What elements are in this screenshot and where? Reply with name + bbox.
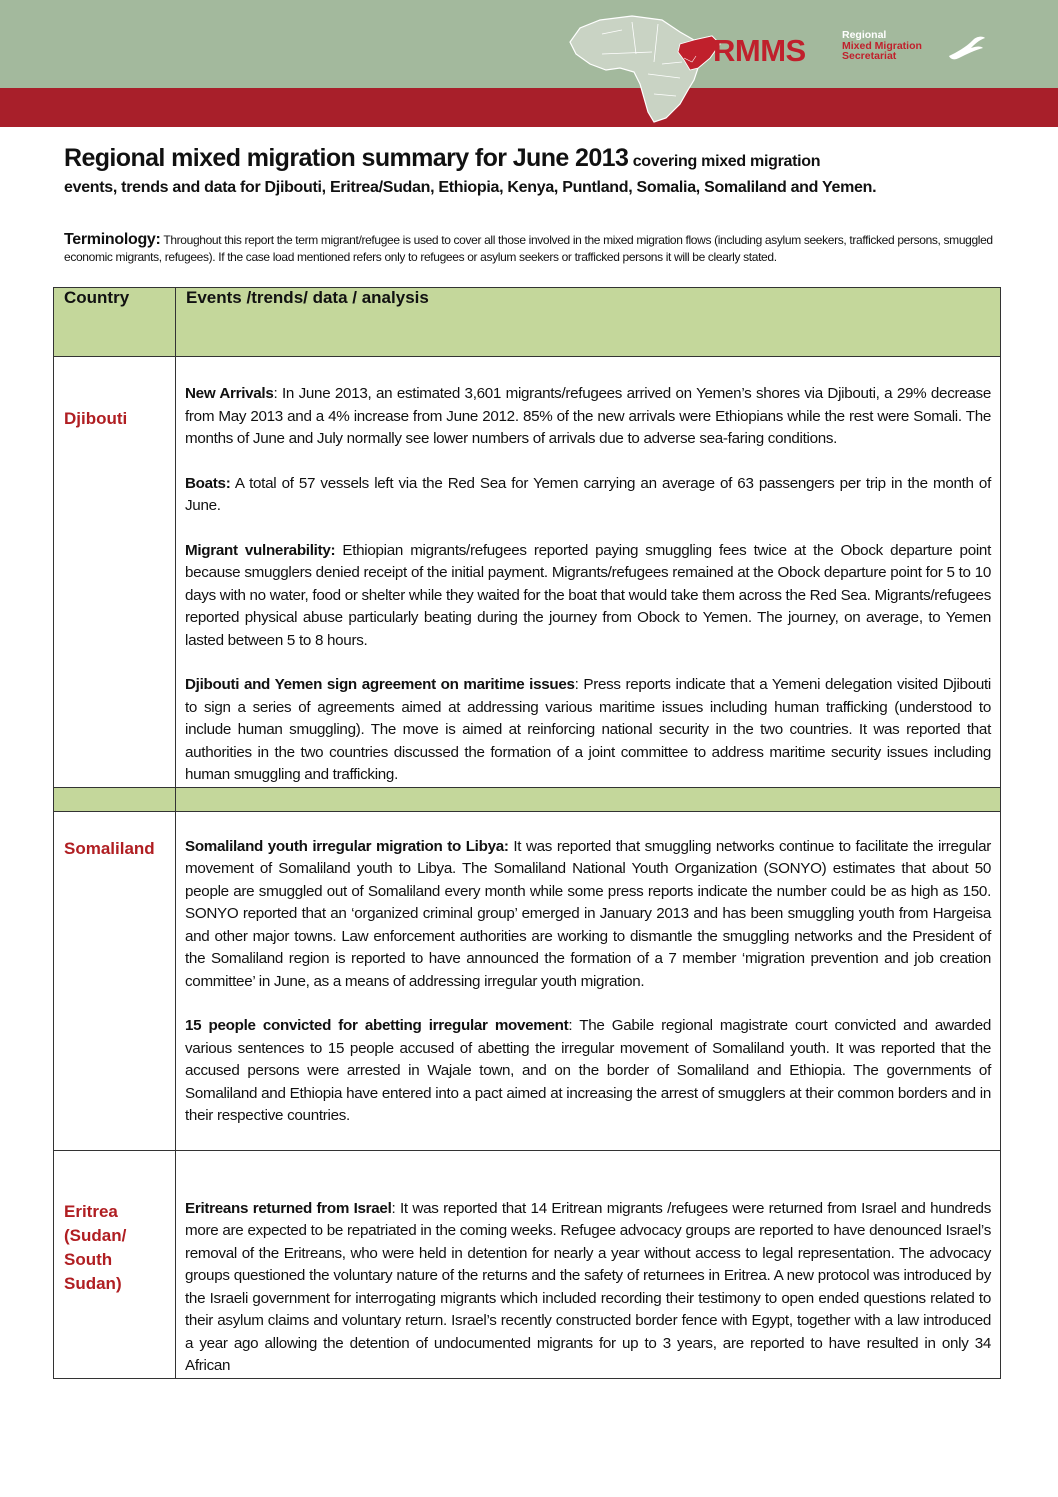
table-row-eritrea [54,1150,1001,1378]
separator-row [54,787,1001,811]
table-row-somaliland [54,811,1001,1150]
rmms-logo: RMMS [713,33,806,68]
country-label: Eritrea (Sudan/ South Sudan) [64,1201,127,1293]
events-cell [176,357,1001,788]
event-label: New Arrivals [185,385,274,402]
country-label: Djibouti [64,409,128,428]
logo-line-1: Regional [842,29,887,41]
country-cell [54,811,176,1150]
event-text: It was reported that smuggling networks continue to facilitate the irregular movement of Somaliland youth to Libya. The Somaliland National Youth Organization (SONYO) estimates that about 50 people are smuggled out of Somaliland every month while some press reports indicate the number could be as high as 150. SONYO reported that an ‘organized criminal group’ emerged in January 2013 and has been smuggling youth from Hargeisa and other major towns. Law enforcement authorities are working to dismantle the smuggling networks and the President of the Somaliland region is reported to have announced the formation of a 7 member ‘migration prevention and job creation committee’ in June, as a means of addressing irregular youth migration. [185,837,991,990]
event-text: In June 2013, an estimated 3,601 migrants/refugees arrived on Yemen’s shores via Djibouti, a 29% decrease from May 2013 and a 4% increase from June 2012. 85% of the new arrivals were Ethiopians while the rest were Somali. The months of June and July normally see lower numbers of arrivals due to adverse sea-faring conditions. [185,385,991,447]
report-title [64,144,1004,197]
title-sub-1: covering mixed migration [632,153,821,170]
event-item: Eritreans returned from Israel: It was reported that 14 Eritrean migrants /refugees were returned from Israel and hundreds more are expected to be repatriated in the coming weeks. Refugee advocacy groups are reported to have denounced Israel’s removal of the Eritreans, who were held in detention for nearly a year without access to legal representation. The advocacy groups questioned the voluntary nature of the returns and the safety of returnees in Eritrea. A new protocol was introduced by the Israeli government for interrogating migrants which included recording their testimony to open ended questions related to their asylum claims and voluntary return. Israel’s recently constructed border fence with Egypt, together with a law introduced a year ago allowing the detention of undocumented migrants for up to 3 years, are reported to have resulted in only 34 African [185,1199,991,1374]
event-text: Press reports indicate that a Yemeni delegation visited Djibouti to sign a series of agreements aimed at addressing various maritime issues including human trafficking (understood to include human smuggling). The move is aimed at reinforcing national security in the two countries. It was reported that authorities in the two countries discussed the formation of a joint committee to address maritime security issues including human smuggling and trafficking. [185,676,991,783]
event-label: Eritreans returned from Israel [185,1199,392,1217]
logo-line-3: Secretariat [842,50,897,62]
title-sub-2: events, trends and data for Djibouti, Eritrea/Sudan, Ethiopia, Kenya, Puntland, Somalia, Somaliland and Yemen. [64,179,877,196]
event-item [185,540,991,653]
terminology-note [64,231,999,266]
country-cell [54,1150,176,1378]
logo-subtitle [842,30,922,62]
terminology-label: Terminology: [64,231,161,248]
event-item: 15 people convicted for abetting irregular movement: The Gabile regional magistrate court convicted and awarded various sentences to 15 people accused of abetting the irregular movement of Somaliland youth. It was reported that the accused persons were arrested in Wajale town, and on the border of Somaliland and Ethiopia. The governments of Somaliland and Ethiopia have entered into a pact aimed at increasing the arrest of smugglers at their common borders and in their respective countries. [185,1017,991,1124]
country-label: Somaliland [64,838,155,858]
header-banner [0,0,1058,127]
country-cell [54,357,176,788]
table-header-row [54,288,1001,357]
event-text: A total of 57 vessels left via the Red Sea for Yemen carrying an average of 63 passengers per trip in the month of June. [185,474,991,514]
banner-red-band [0,88,1058,127]
events-cell [176,811,1001,1150]
bird-icon [947,34,987,64]
event-item: Djibouti and Yemen sign agreement on maritime issues: Press reports indicate that a Yemeni delegation visited Djibouti to sign a series of agreements aimed at addressing various maritime issues including human trafficking (understood to include human smuggling). The move is aimed at reinforcing national security in the two countries. It was reported that authorities in the two countries discussed the formation of a joint committee to address maritime security issues including human smuggling and trafficking. [185,676,991,783]
event-item [185,473,991,518]
event-item [185,836,991,994]
logo-line-2: Mixed Migration [842,39,922,52]
events-cell [176,1150,1001,1378]
event-label: 15 people convicted for abetting irregular movement [185,1017,569,1034]
event-label: Migrant vulnerability: [185,541,336,559]
table-row-djibouti [54,357,1001,788]
header-country: Country [54,288,176,357]
event-text: It was reported that 14 Eritrean migrants /refugees were returned from Israel and hundreds more are expected to be repatriated in the coming weeks. Refugee advocacy groups are reported to have denounced Israel’s removal of the Eritreans, who were held in detention for nearly a year without access to legal representation. The advocacy groups questioned the voluntary nature of the returns and the safety of returnees in Eritrea. A new protocol was introduced by the Israeli government for interrogating migrants which included recording their testimony to open ended questions related to their asylum claims and voluntary return. Israel’s recently constructed border fence with Egypt, together with a law introduced a year ago allowing the detention of undocumented migrants for up to 3 years, are reported to have resulted in only 34 African [185,1199,991,1374]
header-events: Events /trends/ data / analysis [176,288,1001,357]
event-label: Djibouti and Yemen sign agreement on maritime issues [185,676,575,693]
event-text: Ethiopian migrants/refugees reported paying smuggling fees twice at the Obock departure point because smugglers denied receipt of the initial payment. Migrants/refugees remained at the Obock departure point for 5 to 10 days with no water, food or shelter while they waited for the boat that would take them across the Red Sea. Migrants/refugees reported physical abuse particularly beating during the journey from Obock to Yemen. The journey, on average, to Yemen lasted between 5 to 8 hours. [185,541,991,649]
event-item: New Arrivals: In June 2013, an estimated 3,601 migrants/refugees arrived on Yemen’s shores via Djibouti, a 29% decrease from May 2013 and a 4% increase from June 2012. 85% of the new arrivals were Ethiopians while the rest were Somali. The months of June and July normally see lower numbers of arrivals due to adverse sea-faring conditions. [185,385,991,447]
event-label: Somaliland youth irregular migration to Libya: [185,837,509,855]
africa-map-icon [562,14,732,124]
event-text: The Gabile regional magistrate court convicted and awarded various sentences to 15 people accused of abetting the irregular movement of Somaliland youth. It was reported that the accused persons were arrested in Wajale town, and on the border of Somaliland and Ethiopia. The governments of Somaliland and Ethiopia have entered into a pact aimed at increasing the arrest of smugglers at their common borders and in their respective countries. [185,1017,991,1124]
summary-table [53,287,1001,1379]
event-label: Boats: [185,474,231,492]
terminology-text: Throughout this report the term migrant/refugee is used to cover all those involved in the mixed migration flows (including asylum seekers, trafficked persons, smuggled economic migrants, refugees). If the case load mentioned refers only to refugees or asylum seekers or trafficked persons it will be clearly stated. [64,233,993,264]
title-main: Regional mixed migration summary for June 2013 [64,144,629,172]
